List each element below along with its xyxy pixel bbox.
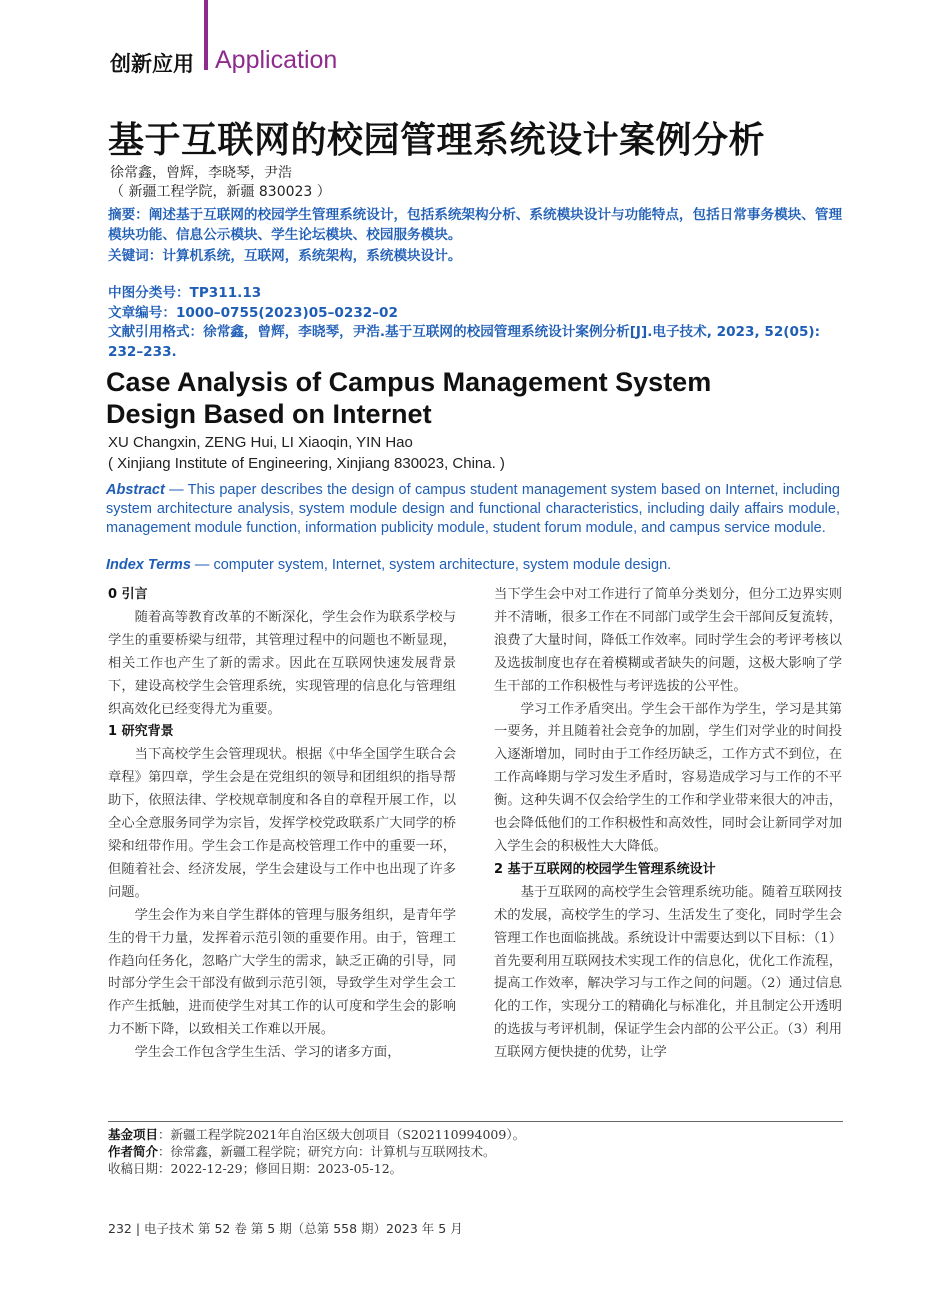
paragraph: 当下高校学生会管理现状。根据《中华全国学生联合会章程》第四章，学生会是在党组织的领导和团组织的指导帮助下，依照法律、学校规章制度和各自的章程开展工作，以全心全意服务同学为宗旨，发挥学校党政联系广大同学的桥梁和纽带作用。学生会工作是高校管理工作中的重要一环，但随着社会、经济发展，学生会建设与工作中也出现了许多问题。 [108,747,456,900]
footnote-divider [108,1121,843,1122]
index-terms [106,557,846,573]
author-note [108,1143,843,1160]
paper-title-cn: 基于互联网的校园管理系统设计案例分析 [108,120,766,161]
index-terms-text: — computer system, Internet, system architecture, system module design. [190,557,672,573]
paragraph: 学生会工作包含学生生活、学习的诸多方面， [134,1045,401,1061]
keywords-cn: 关键词：计算机系统，互联网，系统架构，系统模块设计。 [108,248,462,264]
paragraph: 学生会作为来自学生群体的管理与服务组织，是青年学生的骨干力量，发挥着示范引领的重要作用。由于，管理工作趋向任务化，忽略广大学生的需求，缺乏正确的引导，同时部分学生会干部没有做到示范引领，导致学生对学生会工作产生抵触，进而使学生对其工作的认可度和学生会的影响力不断下降，以致相关工作难以开展。 [108,907,456,1038]
body-column-right [494,584,842,1065]
citation-format: 文献引用格式：徐常鑫，曾辉，李晓琴，尹浩.基于互联网的校园管理系统设计案例分析[J].电子技术, 2023, 52(05): 232–233. [108,324,821,360]
section-label-cn: 创新应用 [110,52,194,76]
paragraph: 当下学生会中对工作进行了简单分类划分，但分工边界实则并不清晰，很多工作在不同部门或学生会干部间反复流转，浪费了大量时间，降低工作效率。同时学生会的考评考核以及选拔制度也存在着模糊或者缺失的问题，这极大影响了学生干部的工作积极性与考评选拔的公平性。 [494,587,842,694]
paper-title-en [106,366,711,430]
clc-number: 中图分类号：TP311.13 [108,285,262,301]
paragraph: 随着高等教育改革的不断深化，学生会作为联系学校与学生的重要桥梁与纽带，其管理过程中的问题也不断显现，相关工作也产生了新的需求。因此在互联网快速发展背景下，建设高校学生会管理系统，实现管理的信息化与管理组织高效化已经变得尤为重要。 [108,609,456,717]
heading-introduction: 0 引言 [108,587,148,602]
header-accent-bar [204,0,208,70]
index-terms-label: Index Terms [106,557,191,573]
paragraph: 学习工作矛盾突出。学生会干部作为学生，学习是其第一要务，并且随着社会竞争的加剧，学生们对学业的时间投入逐渐增加，同时由于工作经历缺乏，工作方式不到位，在工作高峰期与学习发生矛盾时，容易造成学习与工作的不平衡。这种失调不仅会给学生的工作和学业带来很大的冲击，也会降低他们的工作积极性和高效性，同时会让新同学对加入学生会的积极性大大降低。 [494,701,842,854]
author-label: 作者简介 [108,1144,159,1159]
fund-label: 基金项目 [108,1127,159,1142]
page-footer: 232 | 电子技术 第 52 卷 第 5 期（总第 558 期）2023 年 5 月 [108,1221,463,1236]
date-note: 收稿日期：2022-12-29；修回日期：2023-05-12。 [108,1161,403,1176]
abstract-en-text: — This paper describes the design of campus student management system based on Internet, including system architecture analysis, system module design and functional characteristics, including daily affairs module, management module function, information publicity module, student forum module, and campus service module. [106,482,840,536]
fund-note [108,1126,843,1143]
body-column-left [108,584,456,1065]
paragraph: 基于互联网的高校学生会管理系统功能。随着互联网技术的发展，高校学生的学习、生活发生了变化，同时学生会管理工作也面临挑战。系统设计中需要达到以下目标：（1）首先要利用互联网技术实现工作的信息化，优化工作流程，提高工作效率，解决学习与工作之间的问题。（2）通过信息化的工作，实现分工的精确化与标准化，并且制定公开透明的选拔与考评机制，保证学生会内部的公平公正。（3）利用互联网方便快捷的优势，让学 [494,884,842,1061]
authors-en: XU Changxin, ZENG Hui, LI Xiaoqin, YIN Hao [108,434,413,451]
affiliation-cn: （ 新疆工程学院，新疆 830023 ） [110,184,331,200]
heading-system-design: 2 基于互联网的校园学生管理系统设计 [494,861,716,877]
heading-background: 1 研究背景 [108,724,174,740]
paper-title-en-line1: Case Analysis of Campus Management System [106,367,712,397]
author-text: ：徐常鑫，新疆工程学院；研究方向：计算机与互联网技术。 [158,1144,496,1159]
abstract-cn: 摘要：阐述基于互联网的校园学生管理系统设计，包括系统架构分析、系统模块设计与功能特点，包括日常事务模块、管理模块功能、信息公示模块、学生论坛模块、校园服务模块。 [108,207,843,243]
paper-title-en-line2: Design Based on Internet [106,399,432,429]
fund-text: ：新疆工程学院2021年自治区级大创项目（S202110994009）。 [158,1127,526,1142]
affiliation-en: ( Xinjiang Institute of Engineering, Xinjiang 830023, China. ) [108,455,505,472]
authors-cn: 徐常鑫，曾辉，李晓琴，尹浩 [110,165,292,181]
section-label-en: Application [215,46,338,74]
article-number: 文章编号：1000–0755(2023)05–0232–02 [108,305,398,321]
abstract-en [106,481,840,538]
abstract-en-label: Abstract [106,482,165,498]
